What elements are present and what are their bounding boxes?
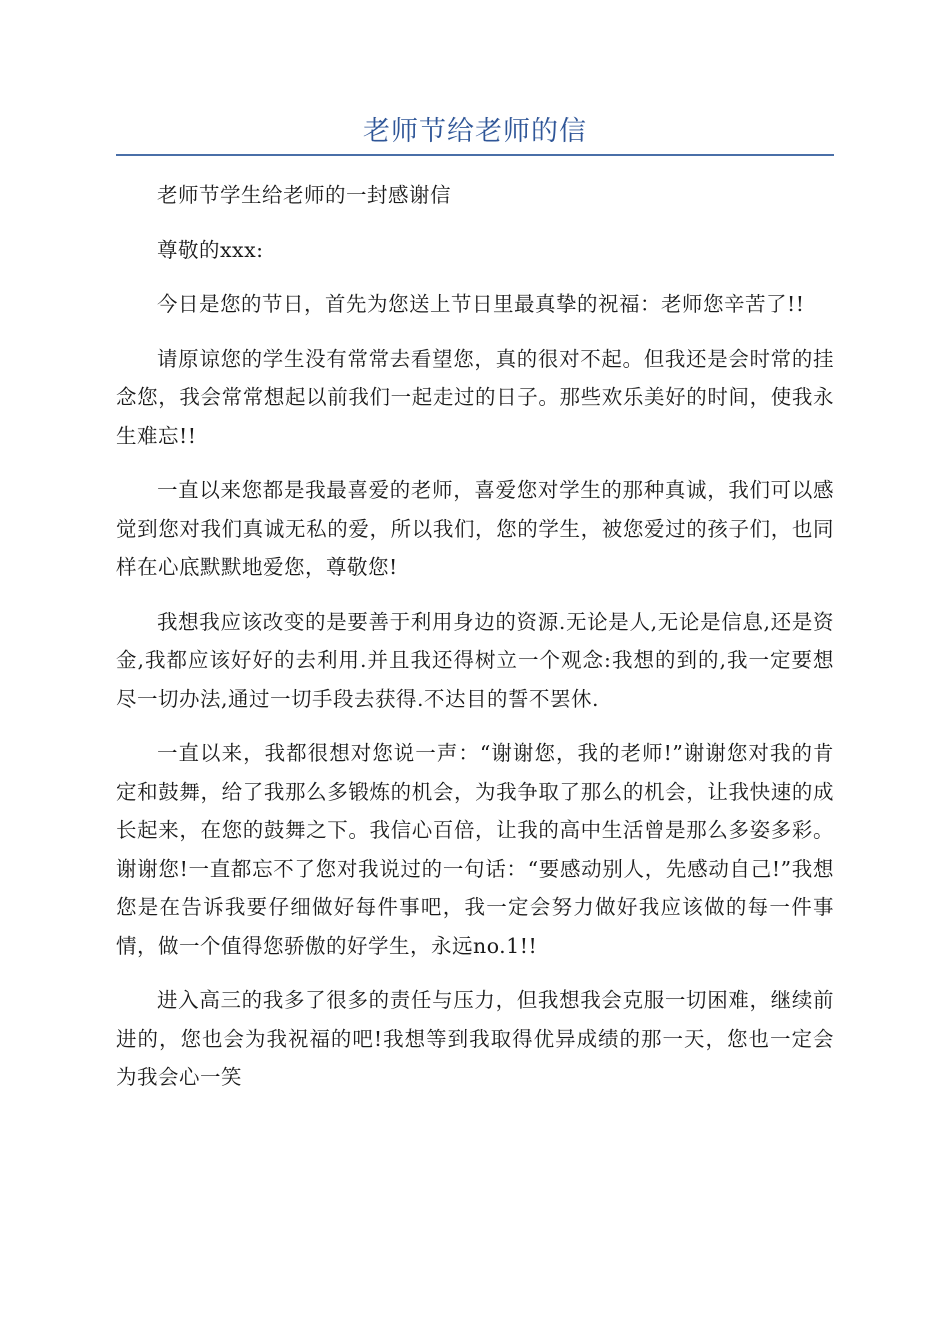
paragraph-subtitle: 老师节学生给老师的一封感谢信 (157, 183, 451, 207)
paragraph-salutation: 尊敬的xxx: (157, 237, 264, 262)
paragraph: 一直以来，我都很想对您说一声：“谢谢您，我的老师!”谢谢您对我的肯定和鼓舞，给了我那么多锻炼的机会，为我争取了那么的机会，让我快速的成长起来，在您的鼓舞之下。我信心百倍，让我的高中生活曾是那么多姿多彩。谢谢您!一直都忘不了您对我说过的一句话：“要感动别人，先感动自己!”我想您是在告诉我要仔细做好每件事吧，我一定会努力做好我应该做的每一件事情，做一个值得您骄傲的好学生，永远no.1!! (116, 741, 834, 958)
paragraph: 我想我应该改变的是要善于利用身边的资源.无论是人,无论是信息,还是资金,我都应该好好的去利用.并且我还得树立一个观念:我想的到的,我一定要想尽一切办法,通过一切手段去获得.不达目的誓不罢休. (116, 609, 834, 711)
document-title: 老师节给老师的信 (363, 116, 587, 147)
paragraph: 进入高三的我多了很多的责任与压力，但我想我会克服一切困难，继续前进的，您也会为我祝福的吧!我想等到我取得优异成绩的那一天，您也一定会为我会心一笑 (116, 988, 834, 1089)
paragraph: 请原谅您的学生没有常常去看望您，真的很对不起。但我还是会时常的挂念您，我会常常想起以前我们一起走过的日子。那些欢乐美好的时间，使我永生难忘!! (116, 346, 834, 448)
title-underline (116, 154, 834, 156)
paragraph: 今日是您的节日，首先为您送上节日里最真挚的祝福：老师您辛苦了!! (157, 292, 805, 316)
document-body (116, 176, 834, 1113)
paragraph: 一直以来您都是我最喜爱的老师，喜爱您对学生的那种真诚，我们可以感觉到您对我们真诚无私的爱，所以我们，您的学生，被您爱过的孩子们，也同样在心底默默地爱您，尊敬您! (116, 478, 834, 579)
